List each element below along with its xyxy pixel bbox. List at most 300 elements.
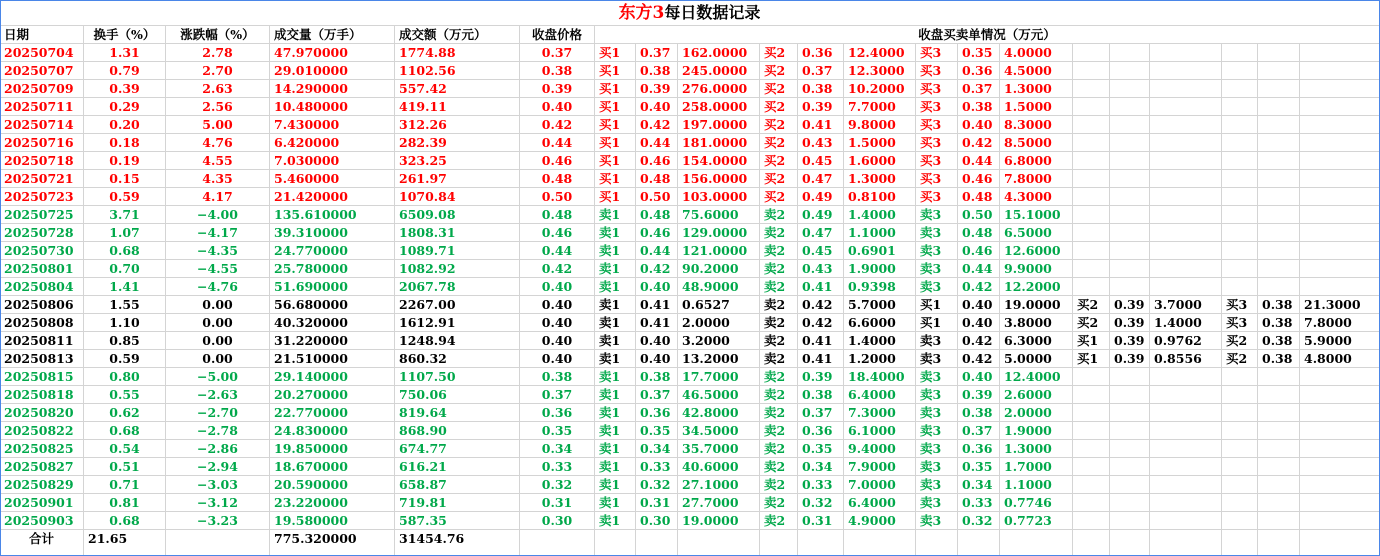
table-cell[interactable]: 75.6000 <box>678 206 760 224</box>
table-cell[interactable]: 258.0000 <box>678 98 760 116</box>
table-cell[interactable]: 19.0000 <box>1000 296 1073 314</box>
table-cell[interactable]: 0.42 <box>636 260 678 278</box>
table-cell[interactable]: 买2 <box>1222 332 1258 350</box>
empty-cell[interactable] <box>1300 260 1380 278</box>
table-cell[interactable]: 0.70 <box>84 260 166 278</box>
table-cell[interactable]: 154.0000 <box>678 152 760 170</box>
table-cell[interactable]: 卖3 <box>916 404 958 422</box>
empty-cell[interactable] <box>1300 386 1380 404</box>
table-cell[interactable]: 0.37 <box>636 44 678 62</box>
table-cell[interactable]: 0.39 <box>958 386 1000 404</box>
table-cell[interactable]: 135.610000 <box>270 206 395 224</box>
table-cell[interactable]: 20250709 <box>0 80 84 98</box>
table-cell[interactable]: 买1 <box>595 170 636 188</box>
table-cell[interactable]: 0.40 <box>958 314 1000 332</box>
table-cell[interactable]: 卖3 <box>916 206 958 224</box>
table-cell[interactable]: 0.38 <box>1258 296 1300 314</box>
empty-cell[interactable] <box>1300 476 1380 494</box>
empty-cell[interactable] <box>1300 404 1380 422</box>
table-cell[interactable]: 卖1 <box>595 386 636 404</box>
empty-cell[interactable] <box>1258 170 1300 188</box>
empty-cell[interactable] <box>1150 494 1222 512</box>
table-cell[interactable]: 0.42 <box>520 260 595 278</box>
empty-cell[interactable] <box>1222 512 1258 530</box>
table-cell[interactable]: 买3 <box>916 134 958 152</box>
table-cell[interactable]: 卖2 <box>760 368 798 386</box>
table-cell[interactable]: 0.00 <box>166 350 270 368</box>
table-cell[interactable]: 0.37 <box>798 404 844 422</box>
table-cell[interactable]: 买3 <box>916 98 958 116</box>
table-cell[interactable]: 20.270000 <box>270 386 395 404</box>
table-cell[interactable]: −4.35 <box>166 242 270 260</box>
table-cell[interactable]: 0.45 <box>798 242 844 260</box>
table-cell[interactable]: 1808.31 <box>395 224 520 242</box>
table-cell[interactable]: 0.8556 <box>1150 350 1222 368</box>
table-cell[interactable]: 买1 <box>595 44 636 62</box>
table-cell[interactable]: 0.42 <box>958 332 1000 350</box>
table-cell[interactable]: 0.32 <box>636 476 678 494</box>
table-cell[interactable]: 1.1000 <box>1000 476 1073 494</box>
empty-cell[interactable] <box>1073 242 1110 260</box>
table-cell[interactable]: 0.36 <box>958 440 1000 458</box>
table-cell[interactable]: 0.46 <box>520 224 595 242</box>
table-cell[interactable]: 6.8000 <box>1000 152 1073 170</box>
table-cell[interactable]: 8.3000 <box>1000 116 1073 134</box>
table-cell[interactable]: 20250716 <box>0 134 84 152</box>
table-cell[interactable]: 0.33 <box>958 494 1000 512</box>
empty-cell[interactable] <box>1110 62 1150 80</box>
table-cell[interactable]: 12.6000 <box>1000 242 1073 260</box>
table-cell[interactable]: 557.42 <box>395 80 520 98</box>
empty-cell[interactable] <box>1222 80 1258 98</box>
table-cell[interactable]: −2.78 <box>166 422 270 440</box>
table-cell[interactable]: 卖1 <box>595 350 636 368</box>
table-cell[interactable]: 1.55 <box>84 296 166 314</box>
table-cell[interactable]: 卖3 <box>916 242 958 260</box>
table-cell[interactable]: 156.0000 <box>678 170 760 188</box>
table-cell[interactable]: 卖2 <box>760 422 798 440</box>
table-cell[interactable]: 卖1 <box>595 512 636 530</box>
table-cell[interactable]: 1.2000 <box>844 350 916 368</box>
empty-cell[interactable] <box>1258 62 1300 80</box>
empty-cell[interactable] <box>1300 134 1380 152</box>
table-cell[interactable]: 0.42 <box>636 116 678 134</box>
empty-cell[interactable] <box>1150 170 1222 188</box>
empty-cell[interactable] <box>1258 152 1300 170</box>
table-cell[interactable]: 卖1 <box>595 494 636 512</box>
table-cell[interactable]: 4.8000 <box>1300 350 1380 368</box>
table-cell[interactable]: 0.34 <box>636 440 678 458</box>
table-cell[interactable]: 48.9000 <box>678 278 760 296</box>
empty-cell[interactable] <box>1300 368 1380 386</box>
table-cell[interactable]: 0.33 <box>520 458 595 476</box>
table-cell[interactable]: 0.35 <box>958 458 1000 476</box>
table-cell[interactable]: 276.0000 <box>678 80 760 98</box>
table-cell[interactable]: 0.7746 <box>1000 494 1073 512</box>
table-cell[interactable]: 1.9000 <box>1000 422 1073 440</box>
table-cell[interactable]: 0.68 <box>84 242 166 260</box>
table-cell[interactable]: 0.51 <box>84 458 166 476</box>
table-cell[interactable]: 买3 <box>916 80 958 98</box>
empty-cell[interactable] <box>1073 116 1110 134</box>
empty-cell[interactable] <box>1258 458 1300 476</box>
empty-cell[interactable] <box>1222 494 1258 512</box>
empty-cell[interactable] <box>1258 512 1300 530</box>
empty-cell[interactable] <box>1300 278 1380 296</box>
empty-cell[interactable] <box>1258 80 1300 98</box>
table-cell[interactable]: 0.36 <box>798 422 844 440</box>
table-cell[interactable]: 买1 <box>1073 332 1110 350</box>
total-label[interactable]: 合计 <box>0 530 84 556</box>
table-cell[interactable]: 1.7000 <box>1000 458 1073 476</box>
table-cell[interactable]: 0.48 <box>520 170 595 188</box>
table-cell[interactable]: 1774.88 <box>395 44 520 62</box>
column-header[interactable]: 日期 <box>0 26 84 44</box>
column-header[interactable]: 涨跌幅（%） <box>166 26 270 44</box>
table-cell[interactable]: 0.38 <box>636 368 678 386</box>
table-cell[interactable]: 1107.50 <box>395 368 520 386</box>
table-cell[interactable]: 买3 <box>916 170 958 188</box>
table-cell[interactable]: 0.68 <box>84 512 166 530</box>
table-cell[interactable]: 卖3 <box>916 512 958 530</box>
empty-cell[interactable] <box>1150 80 1222 98</box>
table-cell[interactable]: 819.64 <box>395 404 520 422</box>
table-cell[interactable]: 0.8100 <box>844 188 916 206</box>
table-cell[interactable]: 4.5000 <box>1000 62 1073 80</box>
table-cell[interactable]: 21.420000 <box>270 188 395 206</box>
empty-cell[interactable] <box>1258 386 1300 404</box>
table-cell[interactable]: −4.76 <box>166 278 270 296</box>
table-cell[interactable]: 0.36 <box>636 404 678 422</box>
table-cell[interactable]: 750.06 <box>395 386 520 404</box>
table-cell[interactable]: 20250818 <box>0 386 84 404</box>
empty-cell[interactable] <box>1110 98 1150 116</box>
table-cell[interactable]: 卖3 <box>916 440 958 458</box>
table-cell[interactable]: 买3 <box>916 188 958 206</box>
table-cell[interactable]: 0.39 <box>798 98 844 116</box>
table-cell[interactable]: 6.4000 <box>844 386 916 404</box>
empty-cell[interactable] <box>1110 278 1150 296</box>
table-cell[interactable]: 0.6527 <box>678 296 760 314</box>
table-cell[interactable]: 0.40 <box>636 278 678 296</box>
table-cell[interactable]: 0.35 <box>958 44 1000 62</box>
table-cell[interactable]: 20250825 <box>0 440 84 458</box>
table-cell[interactable]: 0.44 <box>636 242 678 260</box>
table-cell[interactable]: 卖2 <box>760 476 798 494</box>
table-cell[interactable]: 1.07 <box>84 224 166 242</box>
table-cell[interactable]: 4.55 <box>166 152 270 170</box>
table-cell[interactable]: 0.46 <box>636 152 678 170</box>
table-cell[interactable]: 0.44 <box>520 242 595 260</box>
empty-cell[interactable] <box>1073 170 1110 188</box>
table-cell[interactable]: 0.18 <box>84 134 166 152</box>
table-cell[interactable]: 0.40 <box>520 296 595 314</box>
table-cell[interactable]: 0.40 <box>520 332 595 350</box>
table-cell[interactable]: 1.5000 <box>1000 98 1073 116</box>
table-cell[interactable]: 卖1 <box>595 422 636 440</box>
table-cell[interactable]: 卖2 <box>760 458 798 476</box>
table-cell[interactable]: 40.6000 <box>678 458 760 476</box>
table-cell[interactable]: 4.0000 <box>1000 44 1073 62</box>
empty-cell[interactable] <box>1150 368 1222 386</box>
table-cell[interactable]: −3.23 <box>166 512 270 530</box>
table-cell[interactable]: 卖2 <box>760 350 798 368</box>
table-cell[interactable]: 卖3 <box>916 386 958 404</box>
table-cell[interactable]: 0.42 <box>798 314 844 332</box>
table-cell[interactable]: 0.59 <box>84 350 166 368</box>
table-cell[interactable]: 0.48 <box>520 206 595 224</box>
table-cell[interactable]: 卖2 <box>760 386 798 404</box>
empty-cell[interactable] <box>1000 530 1073 556</box>
table-cell[interactable]: 卖2 <box>760 314 798 332</box>
table-cell[interactable]: 0.39 <box>636 80 678 98</box>
table-cell[interactable]: 卖2 <box>760 404 798 422</box>
table-cell[interactable]: 买1 <box>595 188 636 206</box>
table-cell[interactable]: 19.0000 <box>678 512 760 530</box>
empty-cell[interactable] <box>1073 80 1110 98</box>
empty-cell[interactable] <box>1073 512 1110 530</box>
table-cell[interactable]: 0.37 <box>958 80 1000 98</box>
table-cell[interactable]: 0.39 <box>1110 296 1150 314</box>
empty-cell[interactable] <box>1073 422 1110 440</box>
table-cell[interactable]: 12.4000 <box>1000 368 1073 386</box>
table-cell[interactable]: 0.34 <box>798 458 844 476</box>
empty-cell[interactable] <box>1258 476 1300 494</box>
table-cell[interactable]: 卖1 <box>595 404 636 422</box>
empty-cell[interactable] <box>1222 458 1258 476</box>
table-cell[interactable]: 卖3 <box>916 494 958 512</box>
empty-cell[interactable] <box>1300 422 1380 440</box>
empty-cell[interactable] <box>1258 134 1300 152</box>
table-cell[interactable]: 卖1 <box>595 314 636 332</box>
table-cell[interactable]: 129.0000 <box>678 224 760 242</box>
empty-cell[interactable] <box>1110 530 1150 556</box>
table-cell[interactable]: 0.9398 <box>844 278 916 296</box>
empty-cell[interactable] <box>1258 530 1300 556</box>
table-cell[interactable]: −4.00 <box>166 206 270 224</box>
table-cell[interactable]: 买2 <box>1073 296 1110 314</box>
table-cell[interactable]: 0.43 <box>798 260 844 278</box>
empty-cell[interactable] <box>520 530 595 556</box>
table-cell[interactable]: 2067.78 <box>395 278 520 296</box>
table-cell[interactable]: 买1 <box>916 296 958 314</box>
table-cell[interactable]: 卖1 <box>595 260 636 278</box>
table-cell[interactable]: 39.310000 <box>270 224 395 242</box>
empty-cell[interactable] <box>1110 152 1150 170</box>
empty-cell[interactable] <box>1300 188 1380 206</box>
empty-cell[interactable] <box>1258 242 1300 260</box>
table-cell[interactable]: 27.1000 <box>678 476 760 494</box>
table-cell[interactable]: 587.35 <box>395 512 520 530</box>
table-cell[interactable]: 0.38 <box>636 62 678 80</box>
table-cell[interactable]: 17.7000 <box>678 368 760 386</box>
empty-cell[interactable] <box>1300 530 1380 556</box>
table-cell[interactable]: 卖1 <box>595 458 636 476</box>
table-cell[interactable]: 0.43 <box>798 134 844 152</box>
table-cell[interactable]: 4.76 <box>166 134 270 152</box>
empty-cell[interactable] <box>1150 98 1222 116</box>
table-cell[interactable]: 买1 <box>1073 350 1110 368</box>
table-cell[interactable]: 1.41 <box>84 278 166 296</box>
table-cell[interactable]: 0.00 <box>166 314 270 332</box>
table-cell[interactable]: 7.030000 <box>270 152 395 170</box>
table-cell[interactable]: 0.32 <box>798 494 844 512</box>
table-cell[interactable]: 1.6000 <box>844 152 916 170</box>
table-cell[interactable]: 买3 <box>1222 314 1258 332</box>
empty-cell[interactable] <box>1073 44 1110 62</box>
empty-cell[interactable] <box>1258 404 1300 422</box>
table-cell[interactable]: 12.2000 <box>1000 278 1073 296</box>
table-cell[interactable]: 买2 <box>760 134 798 152</box>
table-cell[interactable]: 6.6000 <box>844 314 916 332</box>
empty-cell[interactable] <box>1073 368 1110 386</box>
table-cell[interactable]: 19.850000 <box>270 440 395 458</box>
table-cell[interactable]: 21.510000 <box>270 350 395 368</box>
table-cell[interactable]: 9.9000 <box>1000 260 1073 278</box>
table-cell[interactable]: 14.290000 <box>270 80 395 98</box>
table-cell[interactable]: 卖2 <box>760 242 798 260</box>
empty-cell[interactable] <box>1110 494 1150 512</box>
table-cell[interactable]: 卖2 <box>760 278 798 296</box>
empty-cell[interactable] <box>1222 422 1258 440</box>
table-cell[interactable]: 0.44 <box>958 260 1000 278</box>
table-cell[interactable]: 658.87 <box>395 476 520 494</box>
table-cell[interactable]: 0.81 <box>84 494 166 512</box>
table-cell[interactable]: 0.9762 <box>1150 332 1222 350</box>
table-cell[interactable]: 20250811 <box>0 332 84 350</box>
empty-cell[interactable] <box>1073 278 1110 296</box>
table-cell[interactable]: 0.40 <box>958 116 1000 134</box>
table-cell[interactable]: 0.41 <box>798 350 844 368</box>
empty-cell[interactable] <box>1222 386 1258 404</box>
table-cell[interactable]: 103.0000 <box>678 188 760 206</box>
table-cell[interactable]: −4.55 <box>166 260 270 278</box>
table-cell[interactable]: 0.42 <box>958 278 1000 296</box>
empty-cell[interactable] <box>1073 260 1110 278</box>
table-cell[interactable]: 4.9000 <box>844 512 916 530</box>
empty-cell[interactable] <box>1150 404 1222 422</box>
table-cell[interactable]: −2.94 <box>166 458 270 476</box>
table-cell[interactable]: 868.90 <box>395 422 520 440</box>
table-cell[interactable]: −2.63 <box>166 386 270 404</box>
table-cell[interactable]: 卖3 <box>916 260 958 278</box>
table-cell[interactable]: 买2 <box>760 80 798 98</box>
table-cell[interactable]: 20250901 <box>0 494 84 512</box>
table-cell[interactable]: 20250815 <box>0 368 84 386</box>
table-cell[interactable]: 0.46 <box>636 224 678 242</box>
table-cell[interactable]: 1.1000 <box>844 224 916 242</box>
table-cell[interactable]: 买2 <box>760 44 798 62</box>
table-cell[interactable]: 2.70 <box>166 62 270 80</box>
empty-cell[interactable] <box>1300 152 1380 170</box>
empty-cell[interactable] <box>1150 206 1222 224</box>
table-cell[interactable]: 0.33 <box>798 476 844 494</box>
table-cell[interactable]: 卖3 <box>916 368 958 386</box>
table-cell[interactable]: 35.7000 <box>678 440 760 458</box>
table-cell[interactable]: 买2 <box>760 152 798 170</box>
empty-cell[interactable] <box>916 530 958 556</box>
empty-cell[interactable] <box>1150 260 1222 278</box>
empty-cell[interactable] <box>1110 512 1150 530</box>
table-cell[interactable]: 20250714 <box>0 116 84 134</box>
table-cell[interactable]: 0.40 <box>520 314 595 332</box>
table-cell[interactable]: −3.03 <box>166 476 270 494</box>
table-cell[interactable]: 0.71 <box>84 476 166 494</box>
table-cell[interactable]: 7.9000 <box>844 458 916 476</box>
table-cell[interactable]: 2267.00 <box>395 296 520 314</box>
table-cell[interactable]: 买3 <box>916 62 958 80</box>
table-cell[interactable]: 6.5000 <box>1000 224 1073 242</box>
table-cell[interactable]: 282.39 <box>395 134 520 152</box>
table-cell[interactable]: 2.0000 <box>1000 404 1073 422</box>
table-cell[interactable]: 买2 <box>760 188 798 206</box>
empty-cell[interactable] <box>1150 44 1222 62</box>
empty-cell[interactable] <box>1073 458 1110 476</box>
table-cell[interactable]: 0.15 <box>84 170 166 188</box>
table-cell[interactable]: 3.7000 <box>1150 296 1222 314</box>
table-cell[interactable]: −2.70 <box>166 404 270 422</box>
table-cell[interactable]: 20250718 <box>0 152 84 170</box>
table-cell[interactable]: 22.770000 <box>270 404 395 422</box>
empty-cell[interactable] <box>1300 116 1380 134</box>
table-cell[interactable]: 0.40 <box>958 368 1000 386</box>
table-cell[interactable]: 3.8000 <box>1000 314 1073 332</box>
table-cell[interactable]: 卖1 <box>595 476 636 494</box>
table-cell[interactable]: 90.2000 <box>678 260 760 278</box>
table-cell[interactable]: 419.11 <box>395 98 520 116</box>
table-cell[interactable]: 4.17 <box>166 188 270 206</box>
empty-cell[interactable] <box>1110 422 1150 440</box>
table-cell[interactable]: 0.36 <box>958 62 1000 80</box>
table-cell[interactable]: 0.7723 <box>1000 512 1073 530</box>
table-cell[interactable]: 20250806 <box>0 296 84 314</box>
table-cell[interactable]: 5.460000 <box>270 170 395 188</box>
empty-cell[interactable] <box>1073 98 1110 116</box>
table-cell[interactable]: 27.7000 <box>678 494 760 512</box>
table-cell[interactable]: 0.40 <box>636 350 678 368</box>
table-cell[interactable]: 719.81 <box>395 494 520 512</box>
table-cell[interactable]: 0.39 <box>798 368 844 386</box>
table-cell[interactable]: 卖1 <box>595 332 636 350</box>
table-cell[interactable]: 0.31 <box>520 494 595 512</box>
table-cell[interactable]: 0.40 <box>520 350 595 368</box>
table-cell[interactable]: 6.4000 <box>844 494 916 512</box>
empty-cell[interactable] <box>1222 98 1258 116</box>
empty-cell[interactable] <box>1073 224 1110 242</box>
table-cell[interactable]: 1248.94 <box>395 332 520 350</box>
table-cell[interactable]: 卖3 <box>916 350 958 368</box>
table-cell[interactable]: 24.830000 <box>270 422 395 440</box>
table-cell[interactable]: 46.5000 <box>678 386 760 404</box>
table-cell[interactable]: 0.40 <box>520 98 595 116</box>
table-cell[interactable]: 197.0000 <box>678 116 760 134</box>
empty-cell[interactable] <box>636 530 678 556</box>
table-cell[interactable]: 8.5000 <box>1000 134 1073 152</box>
table-cell[interactable]: 2.63 <box>166 80 270 98</box>
table-cell[interactable]: 5.0000 <box>1000 350 1073 368</box>
table-cell[interactable]: 0.38 <box>1258 314 1300 332</box>
table-cell[interactable]: 0.48 <box>958 224 1000 242</box>
empty-cell[interactable] <box>1073 62 1110 80</box>
table-cell[interactable]: 312.26 <box>395 116 520 134</box>
table-cell[interactable]: 0.85 <box>84 332 166 350</box>
empty-cell[interactable] <box>1110 404 1150 422</box>
table-cell[interactable]: 0.37 <box>520 386 595 404</box>
empty-cell[interactable] <box>1150 440 1222 458</box>
table-cell[interactable]: 0.38 <box>958 404 1000 422</box>
empty-cell[interactable] <box>1300 62 1380 80</box>
empty-cell[interactable] <box>1073 440 1110 458</box>
